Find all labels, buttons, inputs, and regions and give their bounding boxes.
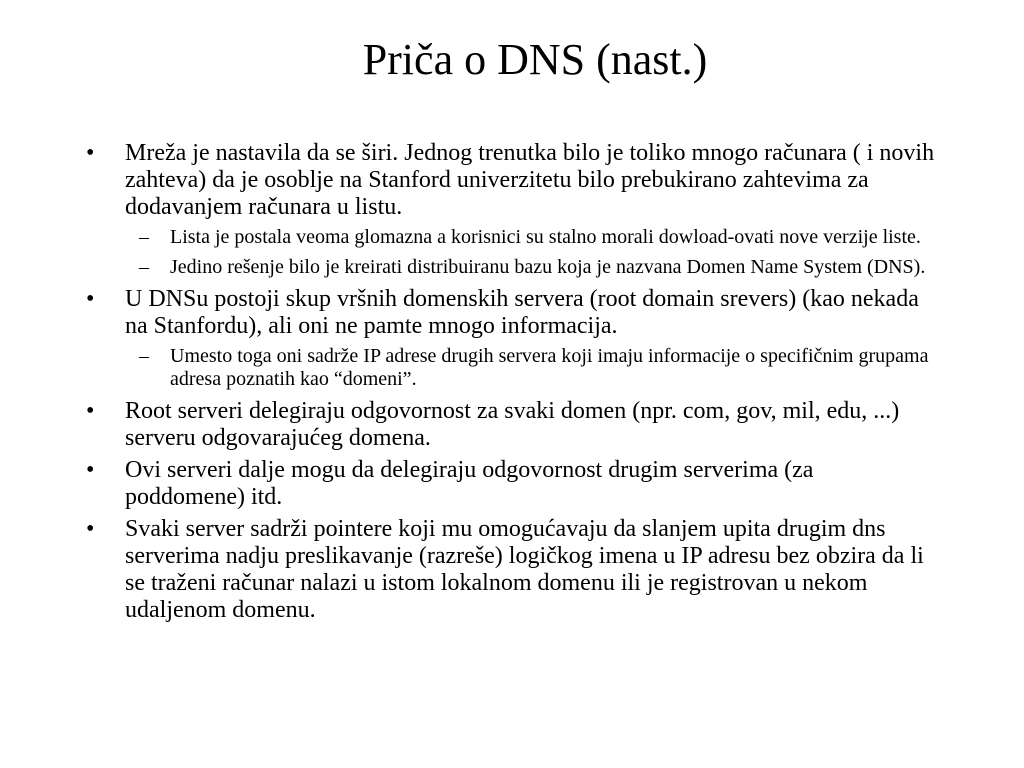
- bullet-text: Mreža je nastavila da se širi. Jednog trenutka bilo je toliko mnogo računara ( i novih zahteva) da je osoblje na Stanford univerzitetu bilo prebukirano zahtevima za dodavanjem računara u listu.: [125, 140, 935, 220]
- bullet-list: [86, 140, 938, 629]
- bullet-item: [86, 140, 938, 279]
- sub-bullet-list: [125, 226, 938, 279]
- bullet-text: U DNSu postoji skup vršnih domenskih servera (root domain srevers) (kao nekada na Stanfordu), ali oni ne pamte mnogo informacija.: [125, 286, 919, 339]
- sub-bullet-list: [125, 345, 938, 391]
- sub-bullet-item: [125, 226, 938, 249]
- slide-title: Priča o DNS (nast.): [362, 35, 708, 84]
- bullet-item: [86, 286, 938, 391]
- sub-bullet-text: Lista je postala veoma glomazna a korisnici su stalno morali dowload-ovati nove verzije liste.: [170, 226, 921, 248]
- bullet-item: [86, 457, 938, 511]
- bullet-text: Svaki server sadrži pointere koji mu omogućavaju da slanjem upita drugim dns serverima nadju preslikavanje (razreše) logičkog imena u IP adresu bez obzira da li se traženi računar nalazi u istom lokalnom domenu ili je registrovan u nekom udaljenom domenu.: [125, 516, 924, 623]
- bullet-marker: •: [86, 457, 95, 483]
- bullet-marker: •: [86, 286, 95, 312]
- sub-bullet-marker: –: [139, 256, 149, 278]
- sub-bullet-item: [125, 256, 938, 279]
- bullet-item: [86, 398, 938, 452]
- bullet-text: Root serveri delegiraju odgovornost za svaki domen (npr. com, gov, mil, edu, ...) serveru odgovarajućeg domena.: [125, 398, 900, 451]
- bullet-marker: •: [86, 398, 95, 424]
- bullet-item: [86, 516, 938, 624]
- bullet-text: Ovi serveri dalje mogu da delegiraju odgovornost drugim serverima (za poddomene) itd.: [125, 457, 814, 510]
- sub-bullet-marker: –: [139, 345, 149, 367]
- sub-bullet-text: Umesto toga oni sadrže IP adrese drugih servera koji imaju informacije o specifičnim grupama adresa poznatih kao “domeni”.: [170, 345, 929, 390]
- sub-bullet-text: Jedino rešenje bilo je kreirati distribuiranu bazu koja je nazvana Domen Name System (DNS).: [170, 256, 926, 278]
- bullet-marker: •: [86, 516, 95, 542]
- bullet-marker: •: [86, 140, 95, 166]
- sub-bullet-item: [125, 345, 938, 391]
- sub-bullet-marker: –: [139, 226, 149, 248]
